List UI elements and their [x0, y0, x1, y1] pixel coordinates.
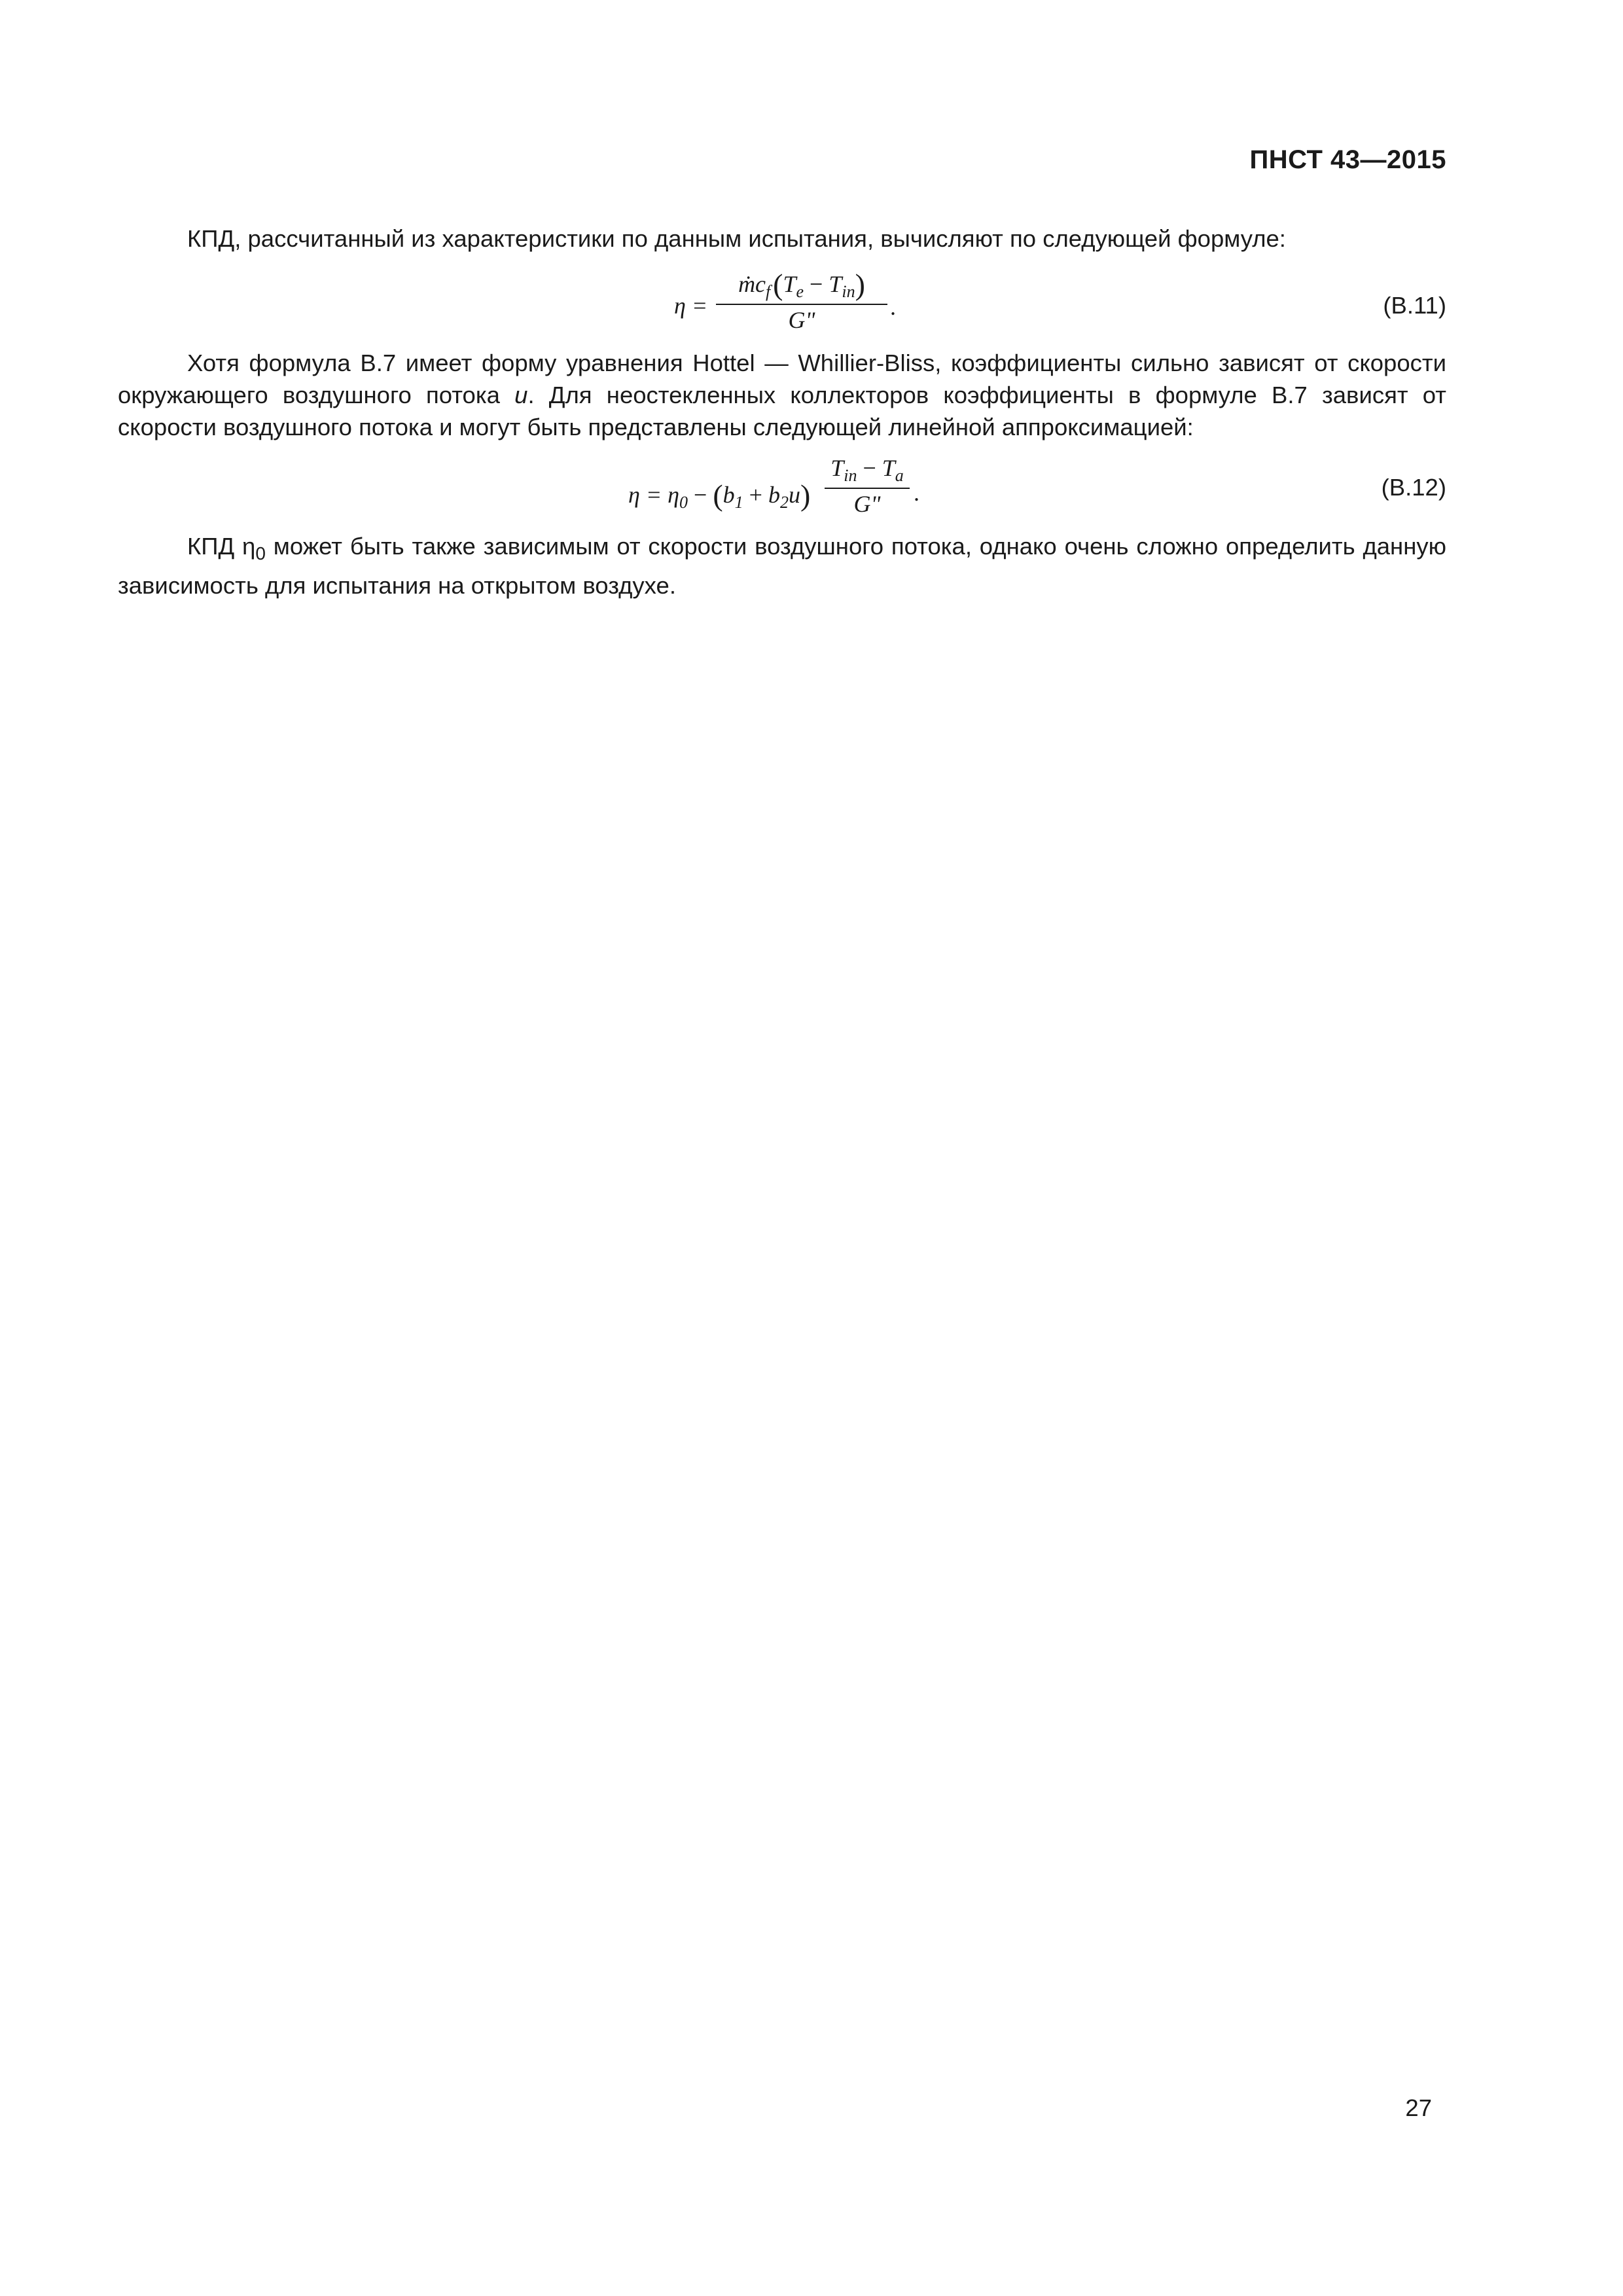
fraction-bar	[716, 304, 887, 305]
fraction-bar	[825, 488, 910, 489]
equation-label-b11: (B.11)	[1383, 292, 1446, 319]
formula-numerator: ṁc$_f$ $(T_e - T_{in})$	[738, 268, 865, 301]
document-id-header: ПНСТ 43—2015	[1249, 145, 1446, 174]
paragraph-eta0-dependence: КПД $\eta_0$ может быть также зависимым от скорости воздушного потока, однако очень сложно определить данную зависимость для испытания на открытом воздухе.	[118, 533, 1447, 599]
paragraph-hottel-whillier-bliss: Хотя формула В.7 имеет форму уравнения Hottel — Whillier-Bliss, коэффициенты сильно зависят от скорости окружающего воздушного потока u. Для неостекленных коллекторов коэффициенты в формуле В.7 зависят от скорости воздушного потока и могут быть представлены следующей линейной аппроксимацией:	[118, 350, 1446, 440]
variable-u: u	[514, 382, 528, 408]
formula-numerator: $T_{in} - T_a$	[830, 455, 904, 485]
equation-label-b12: (B.12)	[1381, 474, 1446, 501]
formula-lhs: η =	[674, 293, 708, 319]
formula-b12	[628, 452, 929, 524]
paragraph-text: КПД, рассчитанный из характеристики по данным испытания, вычисляют по следующей формуле:	[187, 225, 1286, 252]
paragraph-efficiency-intro	[118, 223, 1446, 255]
formula-lhs: $\eta = \eta_0 - (b_1 + b_2u)$	[628, 478, 811, 512]
formula-b11	[674, 267, 897, 339]
formula-denominator: G"	[853, 491, 881, 517]
formula-denominator: G"	[788, 307, 815, 333]
formula-trailing-period: .	[890, 294, 896, 320]
page-number: 27	[1405, 2094, 1432, 2121]
formula-trailing-period: .	[914, 480, 919, 506]
formula-fraction	[716, 267, 887, 334]
formula-fraction	[825, 454, 910, 518]
